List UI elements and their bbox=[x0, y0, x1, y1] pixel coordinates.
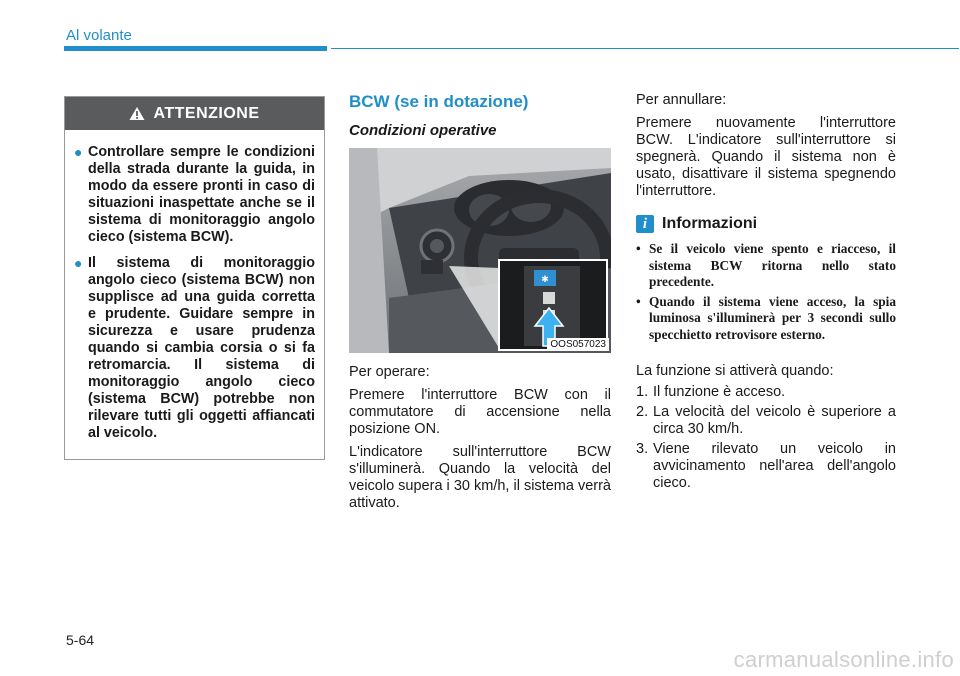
info-list bbox=[636, 241, 896, 343]
page-number: 5-64 bbox=[66, 632, 95, 648]
bullet-icon: • bbox=[636, 293, 641, 309]
conditions-subheading: Condizioni operative bbox=[349, 122, 497, 139]
info-item: • Se il veicolo viene spento e riacceso, il sistema BCW ritorna nello stato precedente. bbox=[636, 241, 896, 289]
warning-list bbox=[65, 130, 324, 442]
figure-code: OOS057023 bbox=[547, 338, 609, 351]
warning-box bbox=[64, 96, 325, 460]
section-title: Al volante bbox=[66, 27, 132, 44]
paragraph: La funzione si attiverà quando: bbox=[636, 363, 834, 379]
info-header bbox=[636, 215, 896, 233]
svg-text:✱: ✱ bbox=[541, 275, 549, 285]
watermark: carmanualsonline.info bbox=[733, 647, 954, 672]
paragraph: Per operare: bbox=[349, 364, 430, 380]
paragraph: L'indicatore sull'interruttore BCW s'illuminerà. Quando la velocità del veicolo supera i 30 km/h, il sistema verrà attivato. bbox=[349, 444, 611, 511]
conditions-list bbox=[636, 384, 896, 492]
paragraph: Per annullare: bbox=[636, 92, 727, 108]
paragraph: Premere nuovamente l'interruttore BCW. L'indicatore sull'interruttore si spegnerà. Quando il sistema non è usato, disattivare il sistema spegnendo l'interruttore. bbox=[636, 115, 896, 199]
paragraph: Premere l'interruttore BCW con il commutatore di accensione nella posizione ON. bbox=[349, 387, 611, 437]
warning-item: ● Il sistema di monitoraggio angolo cieco (sistema BCW) non supplisce ad una guida corretta e prudente. Guidare sempre in sicurezza e usare prudenza quando si cambia corsia o si fa retromarcia. Il sistema di monitoraggio angolo cieco (sistema BCW) potrebbe non rilevare tutti gli oggetti affiancati al veicolo. bbox=[74, 255, 315, 441]
list-item: 1. Il funzione è acceso. bbox=[636, 384, 786, 400]
info-icon: i bbox=[636, 215, 654, 233]
info-title: Informazioni bbox=[662, 215, 758, 232]
middle-column bbox=[349, 92, 611, 512]
list-item: 2. La velocità del veicolo è superiore a circa 30 km/h. bbox=[636, 404, 896, 437]
dashboard-photo bbox=[349, 148, 611, 353]
bullet-icon: ● bbox=[74, 144, 83, 160]
header-rule-thin bbox=[331, 48, 959, 49]
list-item: 3. Viene rilevato un veicolo in avvicinamento nell'area dell'angolo cieco. bbox=[636, 441, 896, 491]
warning-header bbox=[65, 97, 324, 130]
right-column bbox=[636, 92, 896, 495]
warning-title: ATTENZIONE bbox=[153, 104, 260, 122]
bullet-icon: ● bbox=[74, 255, 83, 271]
warning-item: ● Controllare sempre le condizioni della strada durante la guida, in modo da essere pronti in caso di situazioni inaspettate anche se il sistema di monitoraggio angolo cieco (sistema BCW). bbox=[74, 144, 315, 245]
warning-triangle-icon bbox=[129, 106, 145, 121]
dashboard-illustration bbox=[349, 148, 611, 353]
info-item: • Quando il sistema viene acceso, la spia luminosa s'illuminerà per 3 secondi sullo specchietto retrovisore esterno. bbox=[636, 293, 896, 342]
header-rule-thick bbox=[64, 46, 327, 51]
bullet-icon: • bbox=[636, 241, 641, 256]
bcw-heading: BCW (se in dotazione) bbox=[349, 92, 529, 111]
